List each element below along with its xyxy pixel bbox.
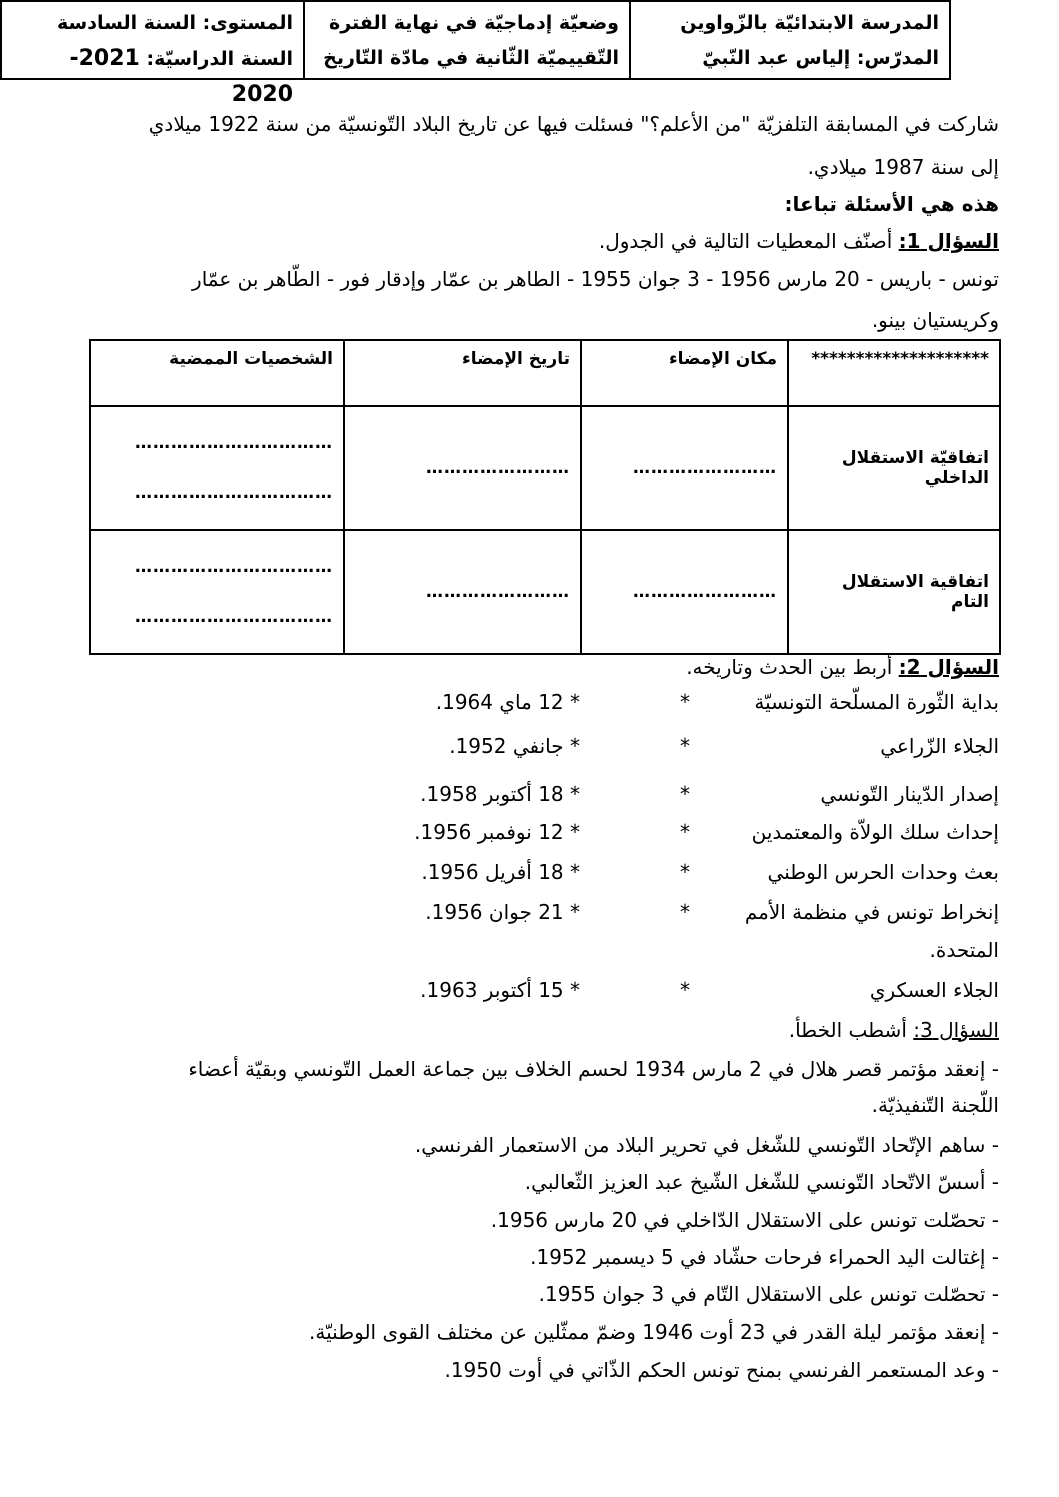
- q2-date: * 12 نوفمبر 1956.: [414, 820, 580, 844]
- q2-date: * جانفي 1952.: [449, 734, 580, 758]
- q2-match-row: [0, 938, 1059, 970]
- exam-title-line1: وضعيّة إدماجيّة في نهاية الفترة: [328, 12, 619, 34]
- persons-answer-line: ……………………………: [135, 483, 333, 503]
- q2-match-row: [0, 860, 1059, 892]
- table-header-row: [90, 340, 1000, 406]
- table-header-place: مكان الإمضاء: [581, 340, 788, 406]
- q1-data-line-1: تونس - باريس - 20 مارس 1956 - 3 جوان 1955 - الطاهر بن عمّار وإدقار فور - الطّاهر بن عمّار: [192, 267, 999, 291]
- intro-line-3: هذه هي الأسئلة تباعا:: [784, 192, 999, 216]
- table-row: [90, 406, 1000, 530]
- q2-match-row: [0, 782, 1059, 814]
- q3-statement[interactable]: - إنعقد مؤتمر ليلة القدر في 23 أوت 1946 وضمّ ممثّلين عن مختلف القوى الوطنيّة.: [309, 1320, 999, 1344]
- header-table: [0, 0, 951, 107]
- intro-line-1: شاركت في المسابقة التلفزيّة "من الأعلم؟" فسئلت فيها عن تاريخ البلاد التّونسيّة من سنة 1922 ميلادي: [148, 112, 999, 136]
- q2-prompt: [686, 655, 999, 679]
- header-level-cell: [2, 2, 303, 107]
- place-answer-field[interactable]: ……………………: [581, 530, 788, 654]
- header-title-cell: [303, 2, 629, 78]
- header-school-cell: [629, 2, 949, 78]
- table-header-date: تاريخ الإمضاء: [344, 340, 581, 406]
- q2-match-row: [0, 734, 1059, 766]
- q2-event: الجلاء الزّراعي: [880, 734, 999, 758]
- school-name: المدرسة الابتدائيّة بالزّواوين: [680, 12, 939, 34]
- q1-data-line-2: وكريستيان بينو.: [871, 308, 999, 332]
- q3-prompt: [789, 1018, 999, 1042]
- q3-statement-continued: اللّجنة التّنفيذيّة.: [871, 1093, 999, 1117]
- q1-prompt: [599, 229, 999, 253]
- q2-match-row: [0, 820, 1059, 852]
- q2-match-row: [0, 900, 1059, 932]
- q3-text: أشطب الخطأ.: [788, 1018, 907, 1042]
- school-year-label: السنة الدراسيّة:: [146, 48, 293, 70]
- q3-statement[interactable]: - إنعقد مؤتمر قصر هلال في 2 مارس 1934 لحسم الخلاف بين جماعة العمل التّونسي وبقيّة أعضاء: [188, 1057, 999, 1081]
- q3-statement[interactable]: - تحصّلت تونس على الاستقلال الدّاخلي في 20 مارس 1956.: [490, 1208, 999, 1232]
- date-answer-field[interactable]: ……………………: [344, 406, 581, 530]
- persons-answer-field[interactable]: [90, 406, 344, 530]
- classification-table: [89, 339, 1001, 655]
- q2-event-star[interactable]: *: [680, 978, 690, 1002]
- intro-line-2: إلى سنة 1987 ميلادي.: [807, 155, 999, 179]
- q2-match-row: [0, 978, 1059, 1010]
- q2-date: * 18 أفريل 1956.: [421, 860, 580, 884]
- row-full-independence: اتفاقية الاستقلال التام: [788, 530, 1000, 654]
- q2-event-star[interactable]: *: [680, 782, 690, 806]
- q2-event-star[interactable]: *: [680, 860, 690, 884]
- q2-event: إحداث سلك الولاّة والمعتمدين: [751, 820, 999, 844]
- q2-event-star[interactable]: *: [680, 900, 690, 924]
- q3-statement[interactable]: - إغتالت اليد الحمراء فرحات حشّاد في 5 ديسمبر 1952.: [530, 1245, 999, 1269]
- level: المستوى: السنة السادسة: [57, 12, 293, 34]
- teacher-name: المدرّس: إلياس عبد النّبيّ: [702, 47, 939, 69]
- q2-label: السؤال 2:: [898, 655, 999, 679]
- q1-text: أصنّف المعطيات التالية في الجدول.: [598, 229, 893, 253]
- q2-event: إصدار الدّينار التّونسي: [820, 782, 999, 806]
- persons-answer-field[interactable]: [90, 530, 344, 654]
- q2-event: الجلاء العسكري: [869, 978, 999, 1002]
- exam-title-line2: التّقييميّة الثّانية في مادّة التّاريخ: [323, 47, 619, 69]
- table-header-corner: ********************: [788, 340, 1000, 406]
- q2-match-row: [0, 690, 1059, 722]
- q2-date: * 21 جوان 1956.: [425, 900, 580, 924]
- persons-answer-line: ……………………………: [135, 433, 333, 453]
- q2-event-star[interactable]: *: [680, 734, 690, 758]
- q3-statement[interactable]: - تحصّلت تونس على الاستقلال التّام في 3 جوان 1955.: [538, 1282, 999, 1306]
- persons-answer-line: ……………………………: [135, 557, 333, 577]
- table-header-persons: الشخصيات الممضية: [90, 340, 344, 406]
- place-answer-field[interactable]: ……………………: [581, 406, 788, 530]
- persons-answer-line: ……………………………: [135, 607, 333, 627]
- q1-label: السؤال 1:: [898, 229, 999, 253]
- q2-date: * 12 ماي 1964.: [435, 690, 580, 714]
- q2-event-continued: المتحدة.: [929, 938, 999, 962]
- q3-statement[interactable]: - أسسّ الاتّحاد التّونسي للشّغل الشّيخ عبد العزيز الثّعالبي.: [524, 1170, 999, 1194]
- q2-event: بعث وحدات الحرس الوطني: [767, 860, 999, 884]
- date-answer-field[interactable]: ……………………: [344, 530, 581, 654]
- q3-label: السؤال 3:: [913, 1018, 999, 1042]
- q3-statement[interactable]: - وعد المستعمر الفرنسي بمنح تونس الحكم الذّاتي في أوت 1950.: [444, 1358, 999, 1382]
- school-year-value: 2021-2020: [69, 46, 293, 107]
- row-internal-independence: اتفاقيّة الاستقلال الداخلي: [788, 406, 1000, 530]
- q3-statement[interactable]: - ساهم الإتّحاد التّونسي للشّغل في تحرير البلاد من الاستعمار الفرنسي.: [414, 1133, 999, 1157]
- school-year: [12, 41, 293, 113]
- q2-event-star[interactable]: *: [680, 820, 690, 844]
- table-row: [90, 530, 1000, 654]
- q2-text: أربط بين الحدث وتاريخه.: [686, 655, 893, 679]
- q2-date: * 15 أكتوبر 1963.: [420, 978, 580, 1002]
- q2-event: بداية الثّورة المسلّحة التونسيّة: [754, 690, 999, 714]
- q2-date: * 18 أكتوبر 1958.: [420, 782, 580, 806]
- q2-event: إنخراط تونس في منظمة الأمم: [744, 900, 999, 924]
- q2-event-star[interactable]: *: [680, 690, 690, 714]
